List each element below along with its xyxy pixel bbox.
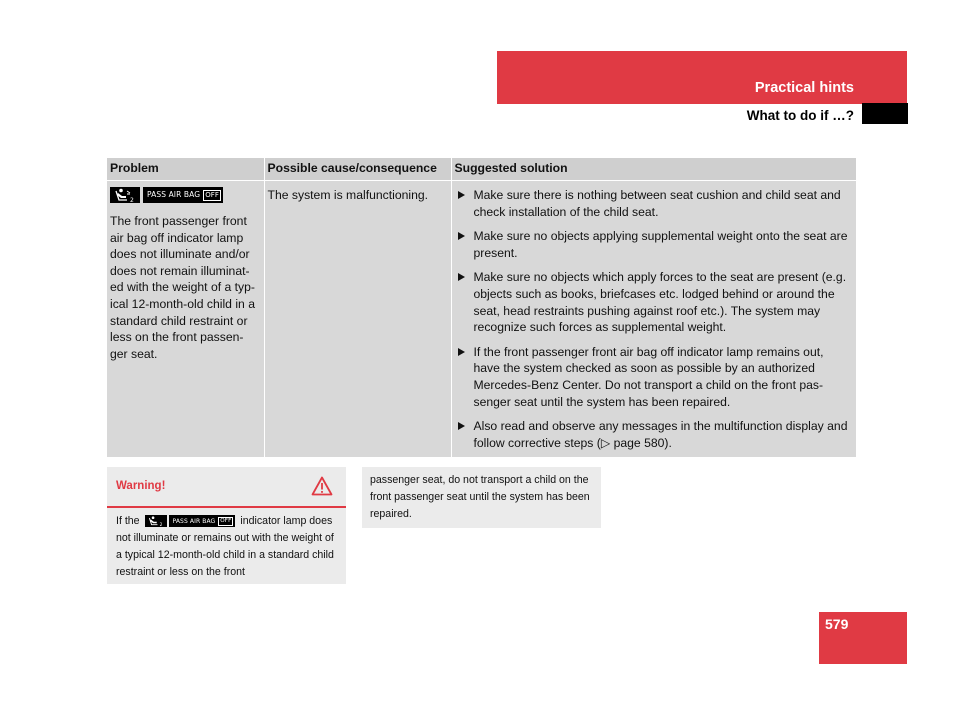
header-tab-marker (862, 103, 908, 124)
passenger-seat-icon (110, 187, 140, 203)
svg-text:2: 2 (159, 523, 162, 528)
column-header-cause: Possible cause/consequence (264, 158, 451, 181)
warning-text-prefix: If the (116, 515, 140, 527)
solution-step (455, 269, 851, 335)
table-header-row (107, 158, 856, 181)
lamp-off-label: OFF (220, 517, 232, 524)
bullet-arrow-icon (458, 191, 465, 199)
solution-text: Also read and observe any messages in the multifunction display and follow corrective steps (▷ page 580). (473, 419, 848, 450)
pass-airbag-badge (143, 187, 223, 203)
lamp-off-label: OFF (205, 190, 220, 199)
problem-cell (107, 181, 264, 458)
header-band (497, 51, 907, 104)
solution-text: Make sure no objects applying supplemental weight onto the seat are present. (473, 229, 848, 260)
troubleshooting-table (107, 158, 856, 457)
passenger-seat-icon (145, 515, 167, 527)
solution-step (455, 228, 851, 261)
problem-text: The front passenger front air bag off indicator lamp does not illuminate and/or does not remain illuminat-ed with the weight of a typ-ical 12-month-old child in a standard child restraint or less on the front passen-ger seat. (110, 214, 255, 361)
page-number: 579 (825, 616, 849, 632)
bullet-arrow-icon (458, 273, 465, 281)
warning-text-suffix: indicator lamp does not illuminate or remains out with the weight of a typical 12-month-old child in a standard child restraint or less on the front (116, 515, 334, 578)
solution-text: Make sure there is nothing between seat cushion and child seat and check installation of the child seat. (473, 188, 841, 219)
bullet-arrow-icon (458, 422, 465, 430)
page-number-tab (819, 612, 907, 664)
warning-title: Warning! (116, 480, 166, 492)
column-header-problem: Problem (107, 158, 264, 181)
airbag-off-lamp (110, 187, 261, 203)
solution-step (455, 187, 851, 220)
warning-continuation-text: passenger seat, do not transport a child on the front passenger seat until the system has been repaired. (370, 474, 590, 520)
table-row (107, 181, 856, 458)
svg-text:2: 2 (130, 197, 134, 203)
warning-triangle-icon (311, 476, 333, 501)
warning-box (107, 467, 346, 584)
bullet-arrow-icon (458, 348, 465, 356)
subsection-title: What to do if …? (746, 108, 854, 123)
warning-body (107, 508, 346, 581)
solution-step (455, 418, 851, 451)
warning-continuation-box (362, 467, 601, 528)
solution-list (455, 187, 851, 451)
solution-step (455, 344, 851, 410)
lamp-label: PASS AIR BAG (147, 189, 201, 199)
cause-cell: The system is malfunctioning. (264, 181, 451, 458)
solution-text: If the front passenger front air bag off indicator lamp remains out, have the system checked as soon as possible by an authorized Mercedes-Benz Center. Do not transport a child on the front pas-senger seat until the system has been repaired. (473, 344, 824, 409)
lamp-label: PASS AIR BAG (172, 517, 216, 525)
bullet-arrow-icon (458, 232, 465, 240)
warning-header (107, 467, 346, 508)
pass-airbag-badge (169, 515, 236, 527)
airbag-off-lamp-inline (145, 515, 236, 527)
section-title: Practical hints (754, 80, 854, 96)
solution-cell (451, 181, 856, 458)
column-header-solution: Suggested solution (451, 158, 856, 181)
solution-text: Make sure no objects which apply forces to the seat are present (e.g. objects such as books, briefcases etc. lodged behind or around the seat, head restraints pushing against roof etc.). The system may recognize such forces as supplemental weight. (473, 270, 847, 335)
